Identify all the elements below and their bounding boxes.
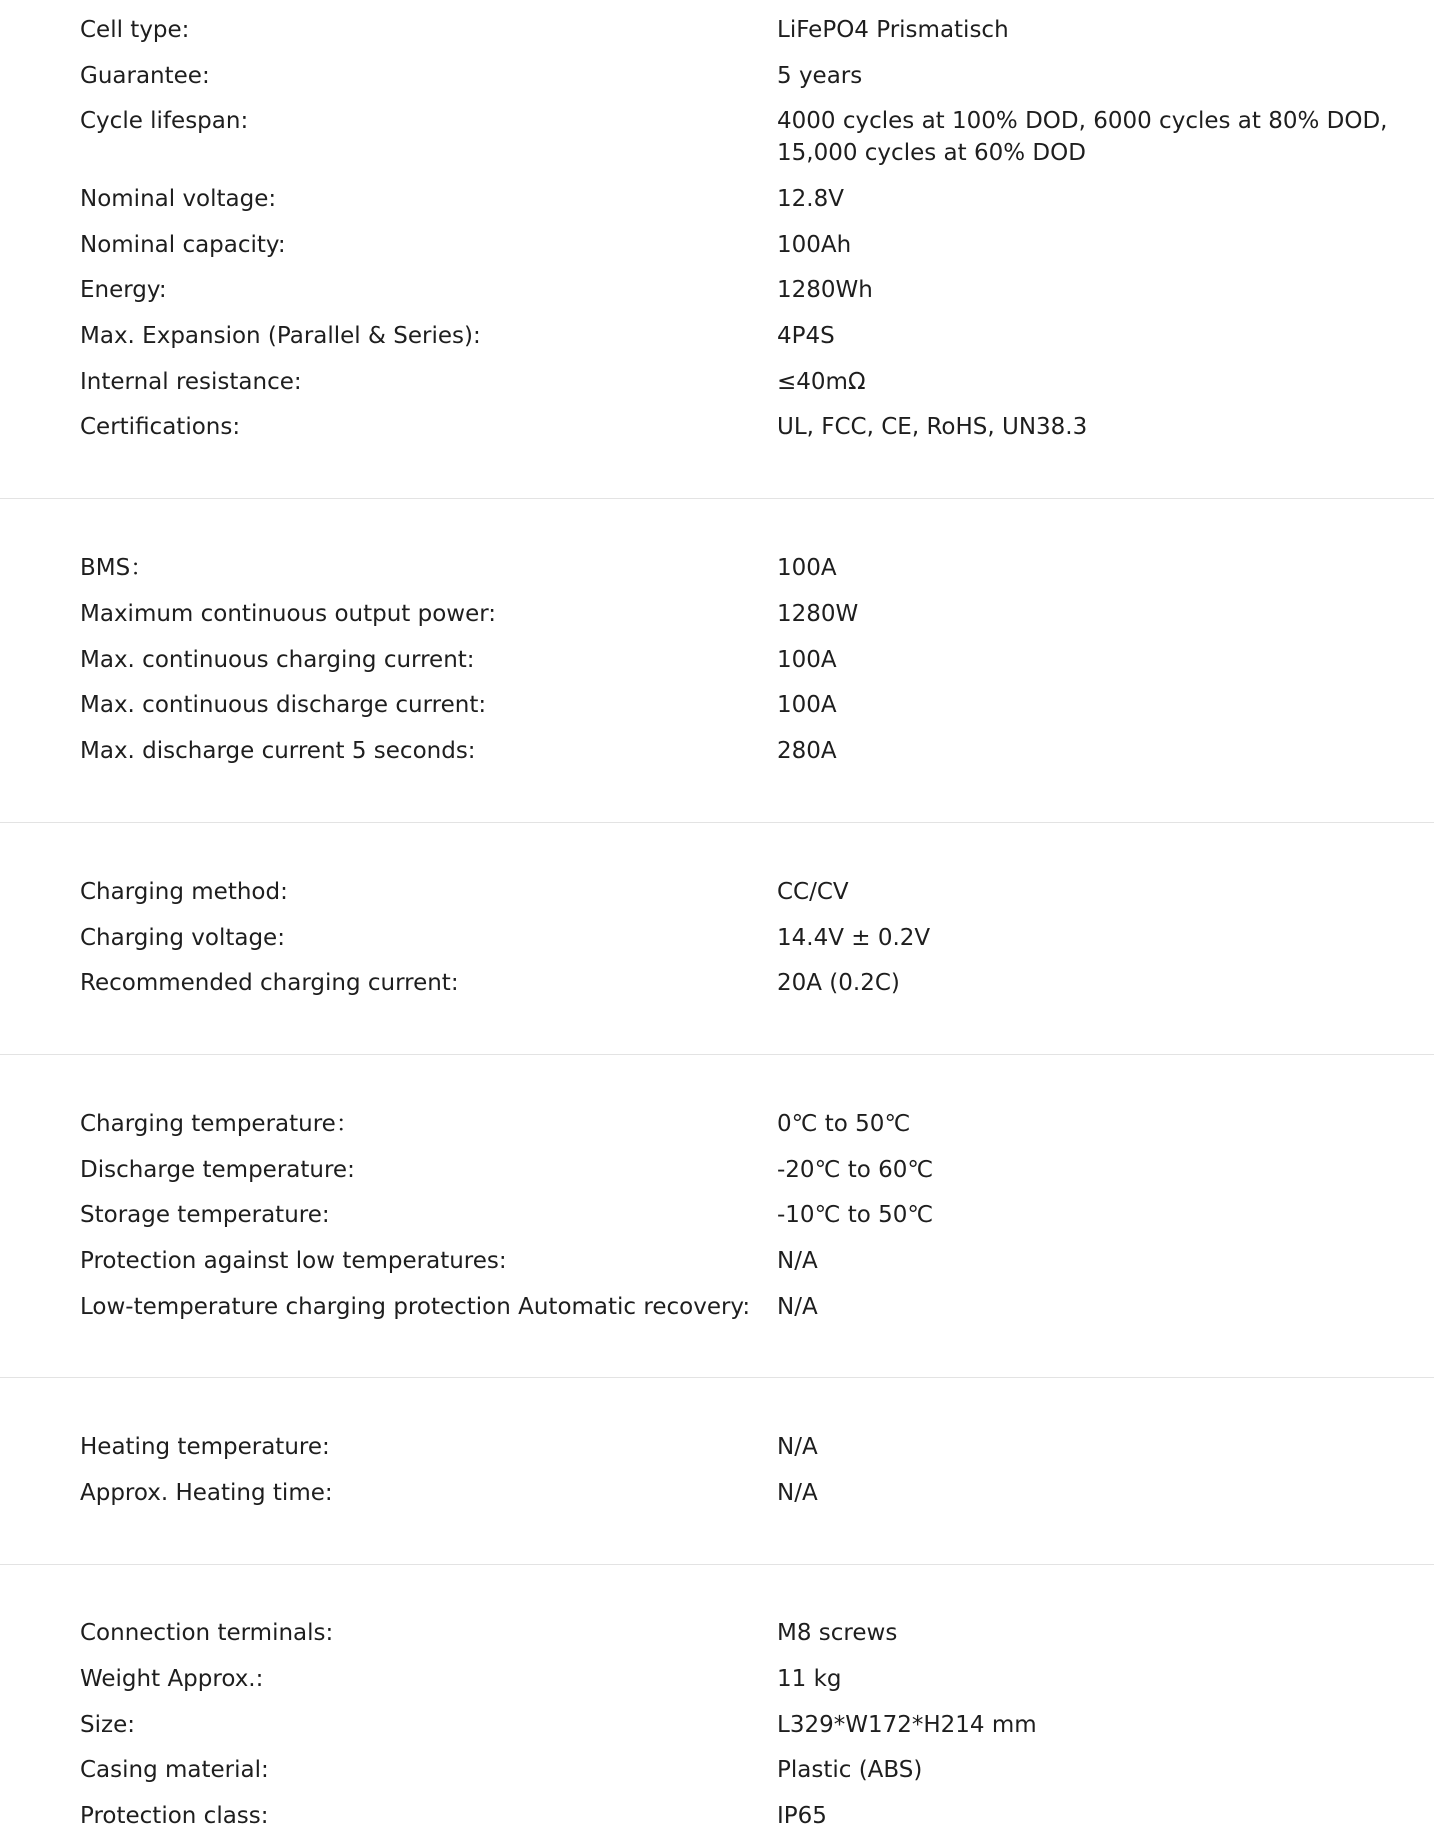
spec-value: IP65 (777, 1803, 827, 1829)
spec-label: Charging temperature： (80, 1111, 359, 1137)
spec-value: 20A (0.2C) (777, 970, 900, 996)
spec-value: 100A (777, 555, 837, 581)
spec-label: Cycle lifespan: (80, 108, 249, 134)
section-divider (0, 1564, 1434, 1565)
spec-value: 100Ah (777, 232, 852, 258)
spec-value: N/A (777, 1434, 818, 1460)
spec-label: Protection against low temperatures: (80, 1248, 507, 1274)
spec-value: 100A (777, 647, 837, 673)
spec-value: N/A (777, 1480, 818, 1506)
spec-label: Max. continuous discharge current: (80, 692, 487, 718)
section-divider (0, 1054, 1434, 1055)
spec-label: Cell type: (80, 17, 190, 43)
spec-value: N/A (777, 1294, 818, 1320)
spec-label: Max. continuous charging current: (80, 647, 475, 673)
spec-value: UL, FCC, CE, RoHS, UN38.3 (777, 414, 1088, 440)
spec-value: -20℃ to 60℃ (777, 1157, 934, 1183)
spec-value: 4000 cycles at 100% DOD, 6000 cycles at 80% DOD, 15,000 cycles at 60% DOD (777, 108, 1388, 166)
spec-value: 14.4V ± 0.2V (777, 925, 931, 951)
spec-value: CC/CV (777, 879, 849, 905)
spec-value: 5 years (777, 63, 863, 89)
spec-value: LiFePO4 Prismatisch (777, 17, 1009, 43)
spec-value: ≤40mΩ (777, 369, 866, 395)
spec-label: Charging voltage: (80, 925, 285, 951)
spec-label: Maximum continuous output power: (80, 601, 497, 627)
spec-value: 1280W (777, 601, 859, 627)
spec-label: Discharge temperature: (80, 1157, 355, 1183)
spec-value: 1280Wh (777, 277, 873, 303)
spec-label: Protection class: (80, 1803, 269, 1829)
section-divider (0, 498, 1434, 499)
spec-value: 280A (777, 738, 837, 764)
spec-label: Energy: (80, 277, 167, 303)
spec-label: Recommended charging current: (80, 970, 459, 996)
spec-value: 4P4S (777, 323, 835, 349)
spec-label: Certifications: (80, 414, 241, 440)
spec-label: Max. Expansion (Parallel & Series): (80, 323, 481, 349)
spec-value: N/A (777, 1248, 818, 1274)
spec-value: 11 kg (777, 1666, 842, 1692)
spec-value: 100A (777, 692, 837, 718)
spec-label: Max. discharge current 5 seconds: (80, 738, 476, 764)
spec-label: Charging method: (80, 879, 288, 905)
spec-value: L329*W172*H214 mm (777, 1712, 1037, 1738)
spec-label: BMS： (80, 555, 154, 581)
spec-label: Nominal voltage: (80, 186, 277, 212)
spec-label: Heating temperature: (80, 1434, 330, 1460)
spec-label: Approx. Heating time: (80, 1480, 333, 1506)
spec-value: -10℃ to 50℃ (777, 1202, 934, 1228)
spec-label: Nominal capacity: (80, 232, 286, 258)
spec-label: Storage temperature: (80, 1202, 330, 1228)
spec-value: Plastic (ABS) (777, 1757, 923, 1783)
section-divider (0, 1377, 1434, 1378)
spec-label: Casing material: (80, 1757, 269, 1783)
spec-label: Connection terminals: (80, 1620, 334, 1646)
section-divider (0, 822, 1434, 823)
spec-label: Internal resistance: (80, 369, 302, 395)
spec-label: Weight Approx.: (80, 1666, 264, 1692)
spec-label: Low-temperature charging protection Automatic recovery: (80, 1294, 751, 1320)
spec-value: M8 screws (777, 1620, 898, 1646)
spec-label: Size: (80, 1712, 135, 1738)
spec-value: 0℃ to 50℃ (777, 1111, 911, 1137)
spec-value: 12.8V (777, 186, 844, 212)
spec-label: Guarantee: (80, 63, 210, 89)
